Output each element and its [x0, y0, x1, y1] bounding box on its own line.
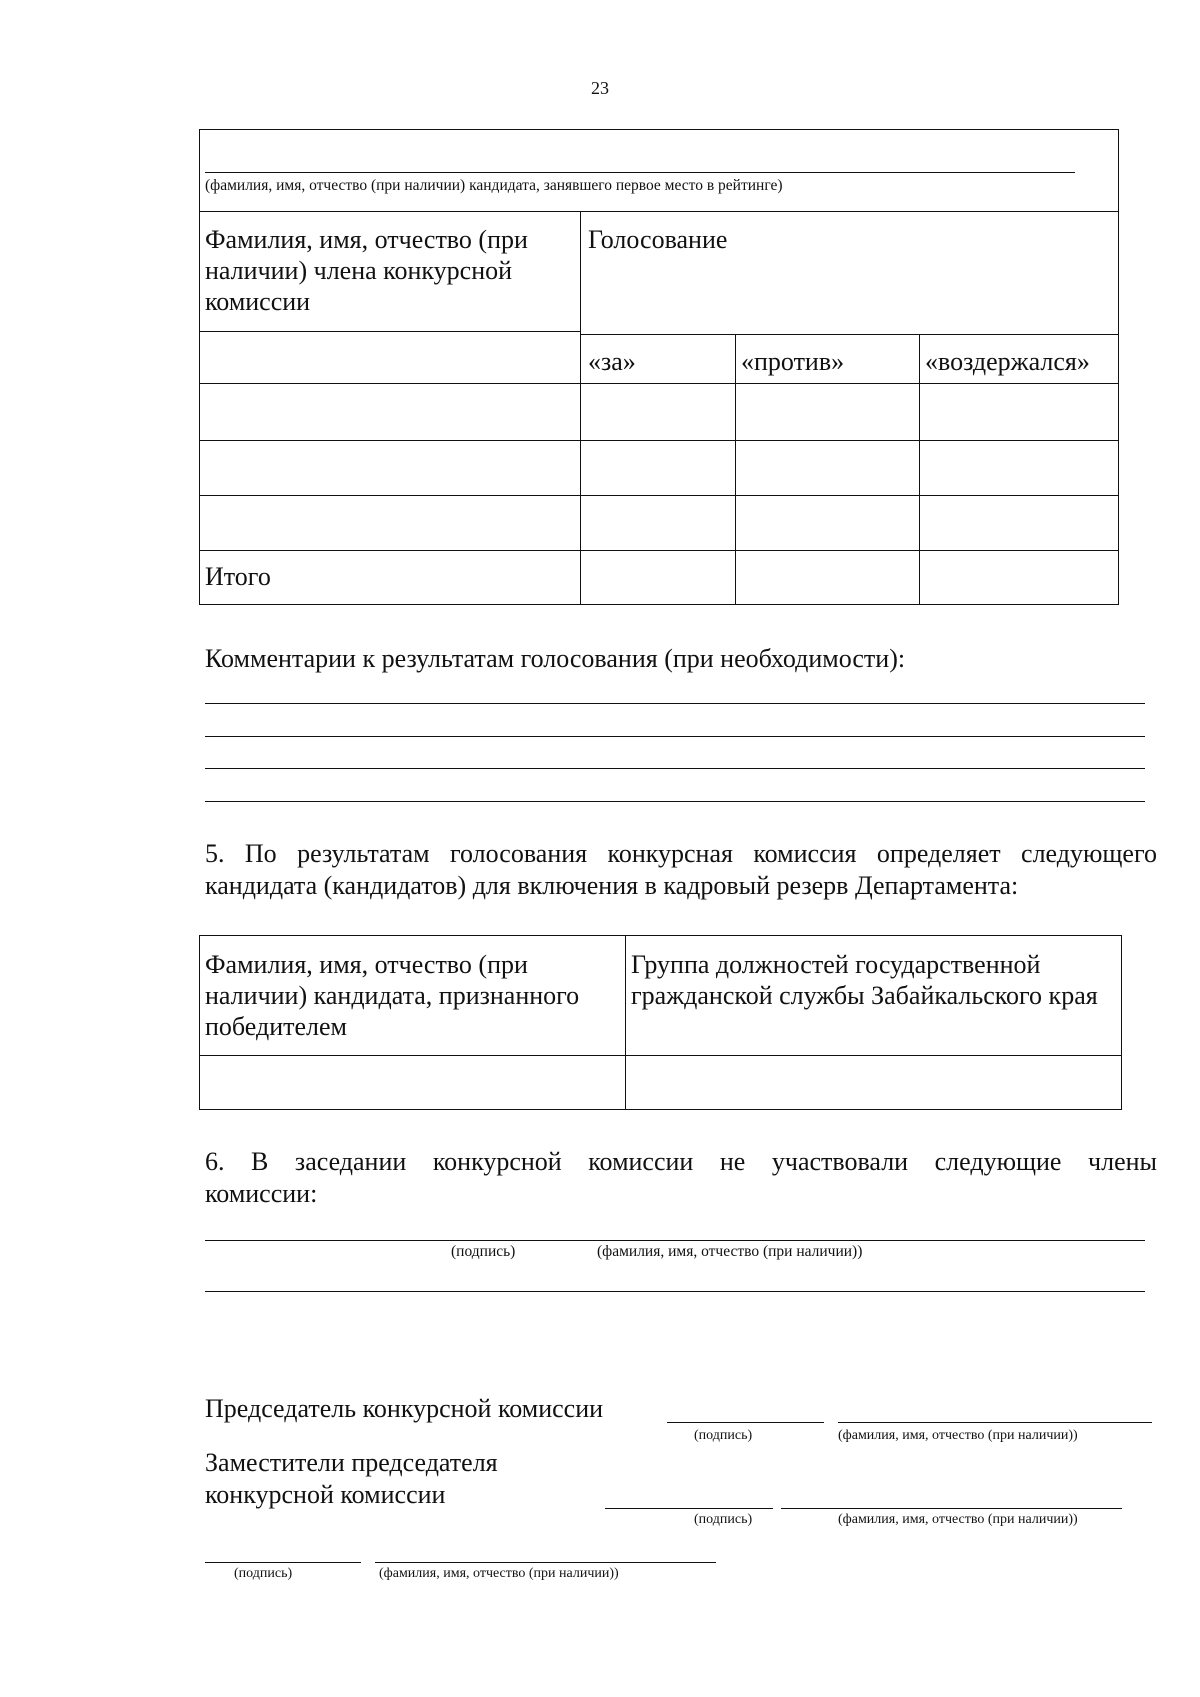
voting-header: Голосование [588, 225, 728, 254]
section6-text-line2: комиссии: [205, 1179, 318, 1208]
winner-name-header: Фамилия, имя, отчество (при наличии) кандидата, признанного победителем [205, 950, 580, 1041]
page-number: 23 [591, 78, 609, 98]
vote-against-header: «против» [741, 347, 845, 376]
deputies-label-line2: конкурсной комиссии [205, 1480, 446, 1509]
candidate-caption: (фамилия, имя, отчество (при наличии) кандидата, занявшего первое место в рейтинге) [205, 177, 783, 194]
absent-name-caption: (фамилия, имя, отчество (при наличии)) [597, 1243, 863, 1260]
vote-for-header: «за» [588, 347, 636, 376]
chairman-name-line [838, 1422, 1152, 1423]
chairman-label: Председатель конкурсной комиссии [205, 1394, 604, 1423]
member-name-header: Фамилия, имя, отчество (при наличии) члена конкурсной комиссии [205, 225, 528, 316]
comment-line [205, 801, 1145, 802]
total-label: Итого [205, 562, 271, 591]
deputies-label-line1: Заместители председателя [205, 1448, 498, 1477]
deputy-name-line [781, 1508, 1122, 1509]
chairman-signature-caption: (подпись) [694, 1428, 753, 1443]
section6-text-line1: 6. В заседании конкурсной комиссии не участвовали следующие члены [205, 1147, 1157, 1176]
absent-member-line [205, 1291, 1145, 1292]
vote-abstain-header: «воздержался» [925, 347, 1090, 376]
position-group-header: Группа должностей государственной гражданской службы Забайкальского края [631, 950, 1098, 1010]
comment-line [205, 768, 1145, 769]
chairman-signature-line [667, 1422, 824, 1423]
absent-member-line [205, 1240, 1145, 1241]
section5-text-line2: кандидата (кандидатов) для включения в кадровый резерв Департамента: [205, 871, 1019, 900]
deputy-name-line [375, 1562, 716, 1563]
deputy-signature-line [205, 1562, 361, 1563]
deputy-name-caption: (фамилия, имя, отчество (при наличии)) [838, 1512, 1078, 1527]
chairman-name-caption: (фамилия, имя, отчество (при наличии)) [838, 1428, 1078, 1443]
deputy-signature-caption: (подпись) [234, 1566, 293, 1581]
deputy-signature-line [605, 1508, 773, 1509]
candidate-name-line [205, 172, 1075, 173]
comments-label: Комментарии к результатам голосования (при необходимости): [205, 644, 906, 673]
comment-line [205, 703, 1145, 704]
comment-line [205, 736, 1145, 737]
section5-text-line1: 5. По результатам голосования конкурсная комиссия определяет следующего [205, 839, 1157, 868]
deputy-signature-caption: (подпись) [694, 1512, 753, 1527]
absent-signature-caption: (подпись) [451, 1243, 516, 1260]
deputy-name-caption: (фамилия, имя, отчество (при наличии)) [379, 1566, 619, 1581]
